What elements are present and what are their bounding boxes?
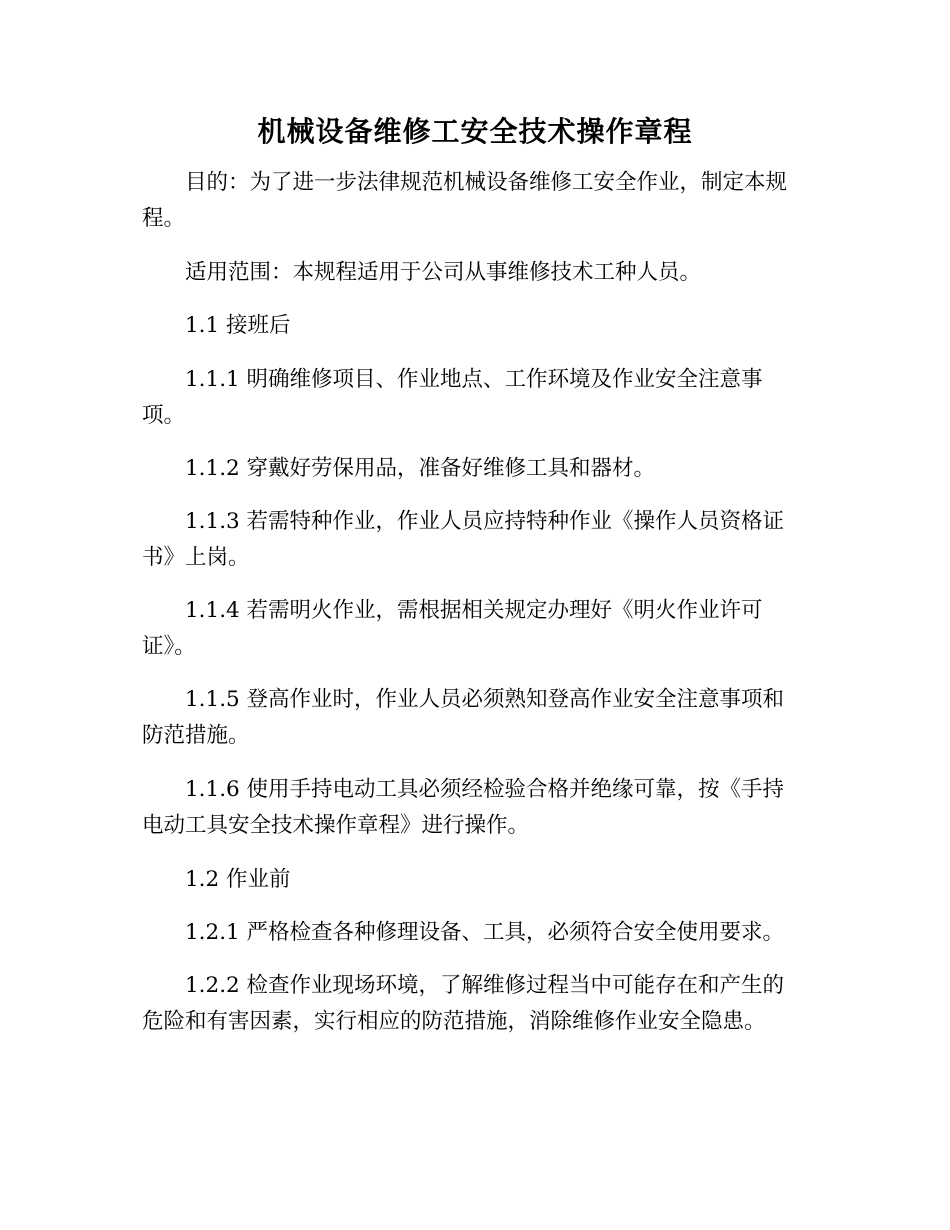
paragraph-1-1-3: 1.1.3 若需特种作业，作业人员应持特种作业《操作人员资格证书》上岗。 <box>142 509 785 570</box>
paragraph-purpose: 目的：为了进一步法律规范机械设备维修工安全作业，制定本规程。 <box>142 170 788 231</box>
paragraph-scope: 适用范围：本规程适用于公司从事维修技术工种人员。 <box>185 260 702 285</box>
paragraph-1-2-1: 1.2.1 严格检查各种修理设备、工具，必须符合安全使用要求。 <box>185 920 785 945</box>
paragraph-1-2-2: 1.2.2 检查作业现场环境，了解维修过程当中可能存在和产生的危险和有害因素，实行相应的防范措施，消除维修作业安全隐患。 <box>142 973 785 1034</box>
paragraph-1-1-1: 1.1.1 明确维修项目、作业地点、工作环境及作业安全注意事项。 <box>142 367 763 428</box>
paragraph-1-1-2: 1.1.2 穿戴好劳保用品，准备好维修工具和器材。 <box>185 456 656 481</box>
document-title: 机械设备维修工安全技术操作章程 <box>257 115 693 148</box>
section-heading-1-2: 1.2 作业前 <box>185 867 291 892</box>
paragraph-1-1-5: 1.1.5 登高作业时，作业人员必须熟知登高作业安全注意事项和防范措施。 <box>142 687 785 748</box>
paragraph-1-1-4: 1.1.4 若需明火作业，需根据相关规定办理好《明火作业许可证》。 <box>142 598 763 659</box>
paragraph-1-1-6: 1.1.6 使用手持电动工具必须经检验合格并绝缘可靠，按《手持电动工具安全技术操作章程》进行操作。 <box>142 777 785 838</box>
section-heading-1-1: 1.1 接班后 <box>185 313 291 338</box>
